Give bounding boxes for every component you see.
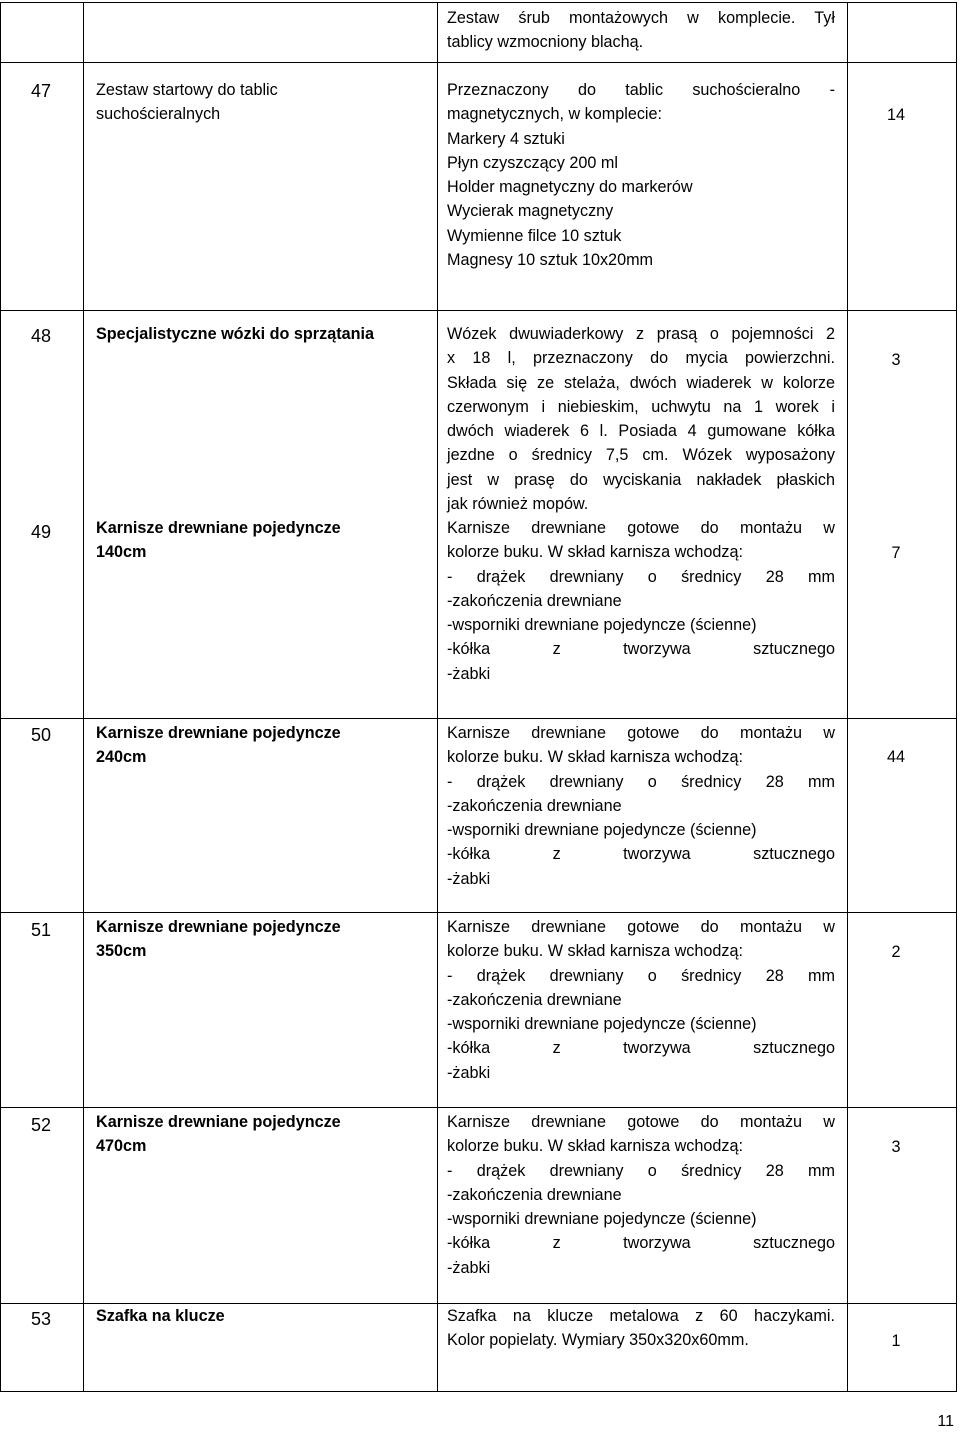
item-description — [447, 516, 835, 686]
table-row-52 — [0, 1108, 957, 1304]
desc-line: tablicy wzmocniony blachą. — [447, 33, 644, 52]
desc-line: jak również mopów. — [447, 495, 589, 514]
item-description — [447, 915, 835, 1085]
desc-line: -wsporniki drewniane pojedyncze (ścienne) — [447, 1015, 757, 1034]
table-row-46 — [0, 2, 957, 63]
desc-line: Wycierak magnetyczny — [447, 202, 614, 221]
desc-line: Magnesy 10 sztuk 10x20mm — [447, 251, 654, 270]
desc-line: Wózek dwuwiaderkowy z prasą o pojemności 2 — [447, 325, 835, 343]
desc-line: -wsporniki drewniane pojedyncze (ścienne) — [447, 1210, 757, 1229]
item-description — [447, 78, 835, 272]
desc-line: -wsporniki drewniane pojedyncze (ścienne) — [447, 616, 757, 635]
desc-line: x 18 l, przeznaczony do mycia powierzchni. — [447, 349, 835, 368]
desc-line: -żabki — [447, 1063, 491, 1082]
desc-line: - drążek drewniany o średnicy 28 mm — [447, 567, 835, 586]
desc-line: kolorze buku. W skład karnisza wchodzą: — [447, 1137, 743, 1156]
item-name — [96, 915, 436, 964]
row-number: 53 — [31, 1309, 52, 1329]
item-quantity: 3 — [891, 1138, 901, 1156]
name-line: Karnisze drewniane pojedyncze — [96, 1113, 341, 1131]
row-number: 51 — [31, 920, 52, 940]
desc-line: - drążek drewniany o średnicy 28 mm — [447, 966, 835, 985]
desc-line: czerwonym i niebieskim, uchwytu na 1 worek i — [447, 397, 835, 416]
item-quantity: 7 — [891, 544, 901, 562]
row-number: 52 — [31, 1115, 52, 1135]
desc-line: Płyn czyszczący 200 ml — [447, 153, 618, 172]
row-number: 48 — [31, 326, 52, 346]
desc-line: -zakończenia drewniane — [447, 796, 622, 815]
name-line: 240cm — [96, 748, 147, 767]
row-number: 50 — [31, 725, 52, 745]
table-row-53 — [0, 1304, 957, 1392]
desc-line: Kolor popielaty. Wymiary 350x320x60mm. — [447, 1331, 749, 1350]
table-row-50 — [0, 719, 957, 913]
item-description — [447, 322, 835, 516]
name-line: Szafka na klucze — [96, 1307, 225, 1325]
name-line: 350cm — [96, 942, 147, 961]
desc-line: dwóch wiaderek 6 l. Posiada 4 gumowane kółka — [447, 422, 835, 441]
row-number: 49 — [31, 522, 52, 542]
name-line: suchościeralnych — [96, 105, 221, 124]
item-quantity: 14 — [886, 106, 905, 124]
desc-line: -zakończenia drewniane — [447, 990, 622, 1009]
name-line: Karnisze drewniane pojedyncze — [96, 519, 341, 537]
item-name — [96, 1110, 436, 1159]
row-number: 47 — [31, 81, 52, 101]
desc-line: -kółka z tworzywa sztucznego — [447, 1234, 835, 1253]
desc-line: -kółka z tworzywa sztucznego — [447, 640, 835, 659]
desc-line: -kółka z tworzywa sztucznego — [447, 845, 835, 864]
name-line: Specjalistyczne wózki do sprzątania — [96, 325, 374, 343]
desc-line: -wsporniki drewniane pojedyncze (ścienne) — [447, 821, 757, 840]
item-name — [96, 78, 436, 127]
desc-line: kolorze buku. W skład karnisza wchodzą: — [447, 543, 743, 562]
desc-line: Wymienne filce 10 sztuk — [447, 226, 622, 245]
item-quantity: 3 — [891, 351, 901, 369]
desc-line: -żabki — [447, 1258, 491, 1277]
desc-line: Markery 4 sztuki — [447, 129, 565, 148]
item-description — [447, 1110, 835, 1280]
name-line: 140cm — [96, 543, 147, 562]
desc-line: Karnisze drewniane gotowe do montażu w — [447, 1113, 835, 1131]
name-line: Zestaw startowy do tablic — [96, 81, 278, 99]
name-line: Karnisze drewniane pojedyncze — [96, 918, 341, 936]
item-name — [96, 721, 436, 770]
desc-line: kolorze buku. W skład karnisza wchodzą: — [447, 942, 743, 961]
desc-line: Zestaw śrub montażowych w komplecie. Tył — [447, 9, 835, 27]
item-quantity: 44 — [886, 748, 905, 766]
desc-line: Karnisze drewniane gotowe do montażu w — [447, 918, 835, 936]
item-name — [96, 1304, 436, 1328]
desc-line: jest w prasę do wyciskania nakładek płaskich — [447, 470, 835, 489]
table-row-51 — [0, 913, 957, 1108]
item-name — [96, 322, 436, 346]
desc-line: -żabki — [447, 664, 491, 683]
desc-line: -żabki — [447, 869, 491, 888]
desc-line: jezdne o średnicy 7,5 cm. Wózek wyposażony — [447, 446, 835, 465]
desc-line: - drążek drewniany o średnicy 28 mm — [447, 1161, 835, 1180]
item-name — [96, 516, 436, 565]
desc-line: Holder magnetyczny do markerów — [447, 178, 693, 197]
name-line: 470cm — [96, 1137, 147, 1156]
item-description — [447, 1304, 835, 1353]
desc-line: magnetycznych, w komplecie: — [447, 105, 663, 124]
table-row-48-49 — [0, 311, 957, 719]
name-line: Karnisze drewniane pojedyncze — [96, 724, 341, 742]
item-quantity: 1 — [891, 1332, 901, 1350]
desc-line: Szafka na klucze metalowa z 60 haczykami. — [447, 1307, 835, 1325]
desc-line: -kółka z tworzywa sztucznego — [447, 1039, 835, 1058]
row-46-description — [447, 6, 835, 55]
desc-line: kolorze buku. W skład karnisza wchodzą: — [447, 748, 743, 767]
desc-line: Karnisze drewniane gotowe do montażu w — [447, 724, 835, 742]
table-row-47 — [0, 63, 957, 311]
desc-line: Przeznaczony do tablic suchościeralno - — [447, 81, 835, 99]
item-description — [447, 721, 835, 891]
desc-line: Składa się ze stelaża, dwóch wiaderek w kolorze — [447, 373, 835, 392]
item-quantity: 2 — [891, 943, 901, 961]
desc-line: - drążek drewniany o średnicy 28 mm — [447, 772, 835, 791]
desc-line: -zakończenia drewniane — [447, 591, 622, 610]
desc-line: -zakończenia drewniane — [447, 1185, 622, 1204]
page-number: 11 — [937, 1413, 954, 1430]
desc-line: Karnisze drewniane gotowe do montażu w — [447, 519, 835, 537]
